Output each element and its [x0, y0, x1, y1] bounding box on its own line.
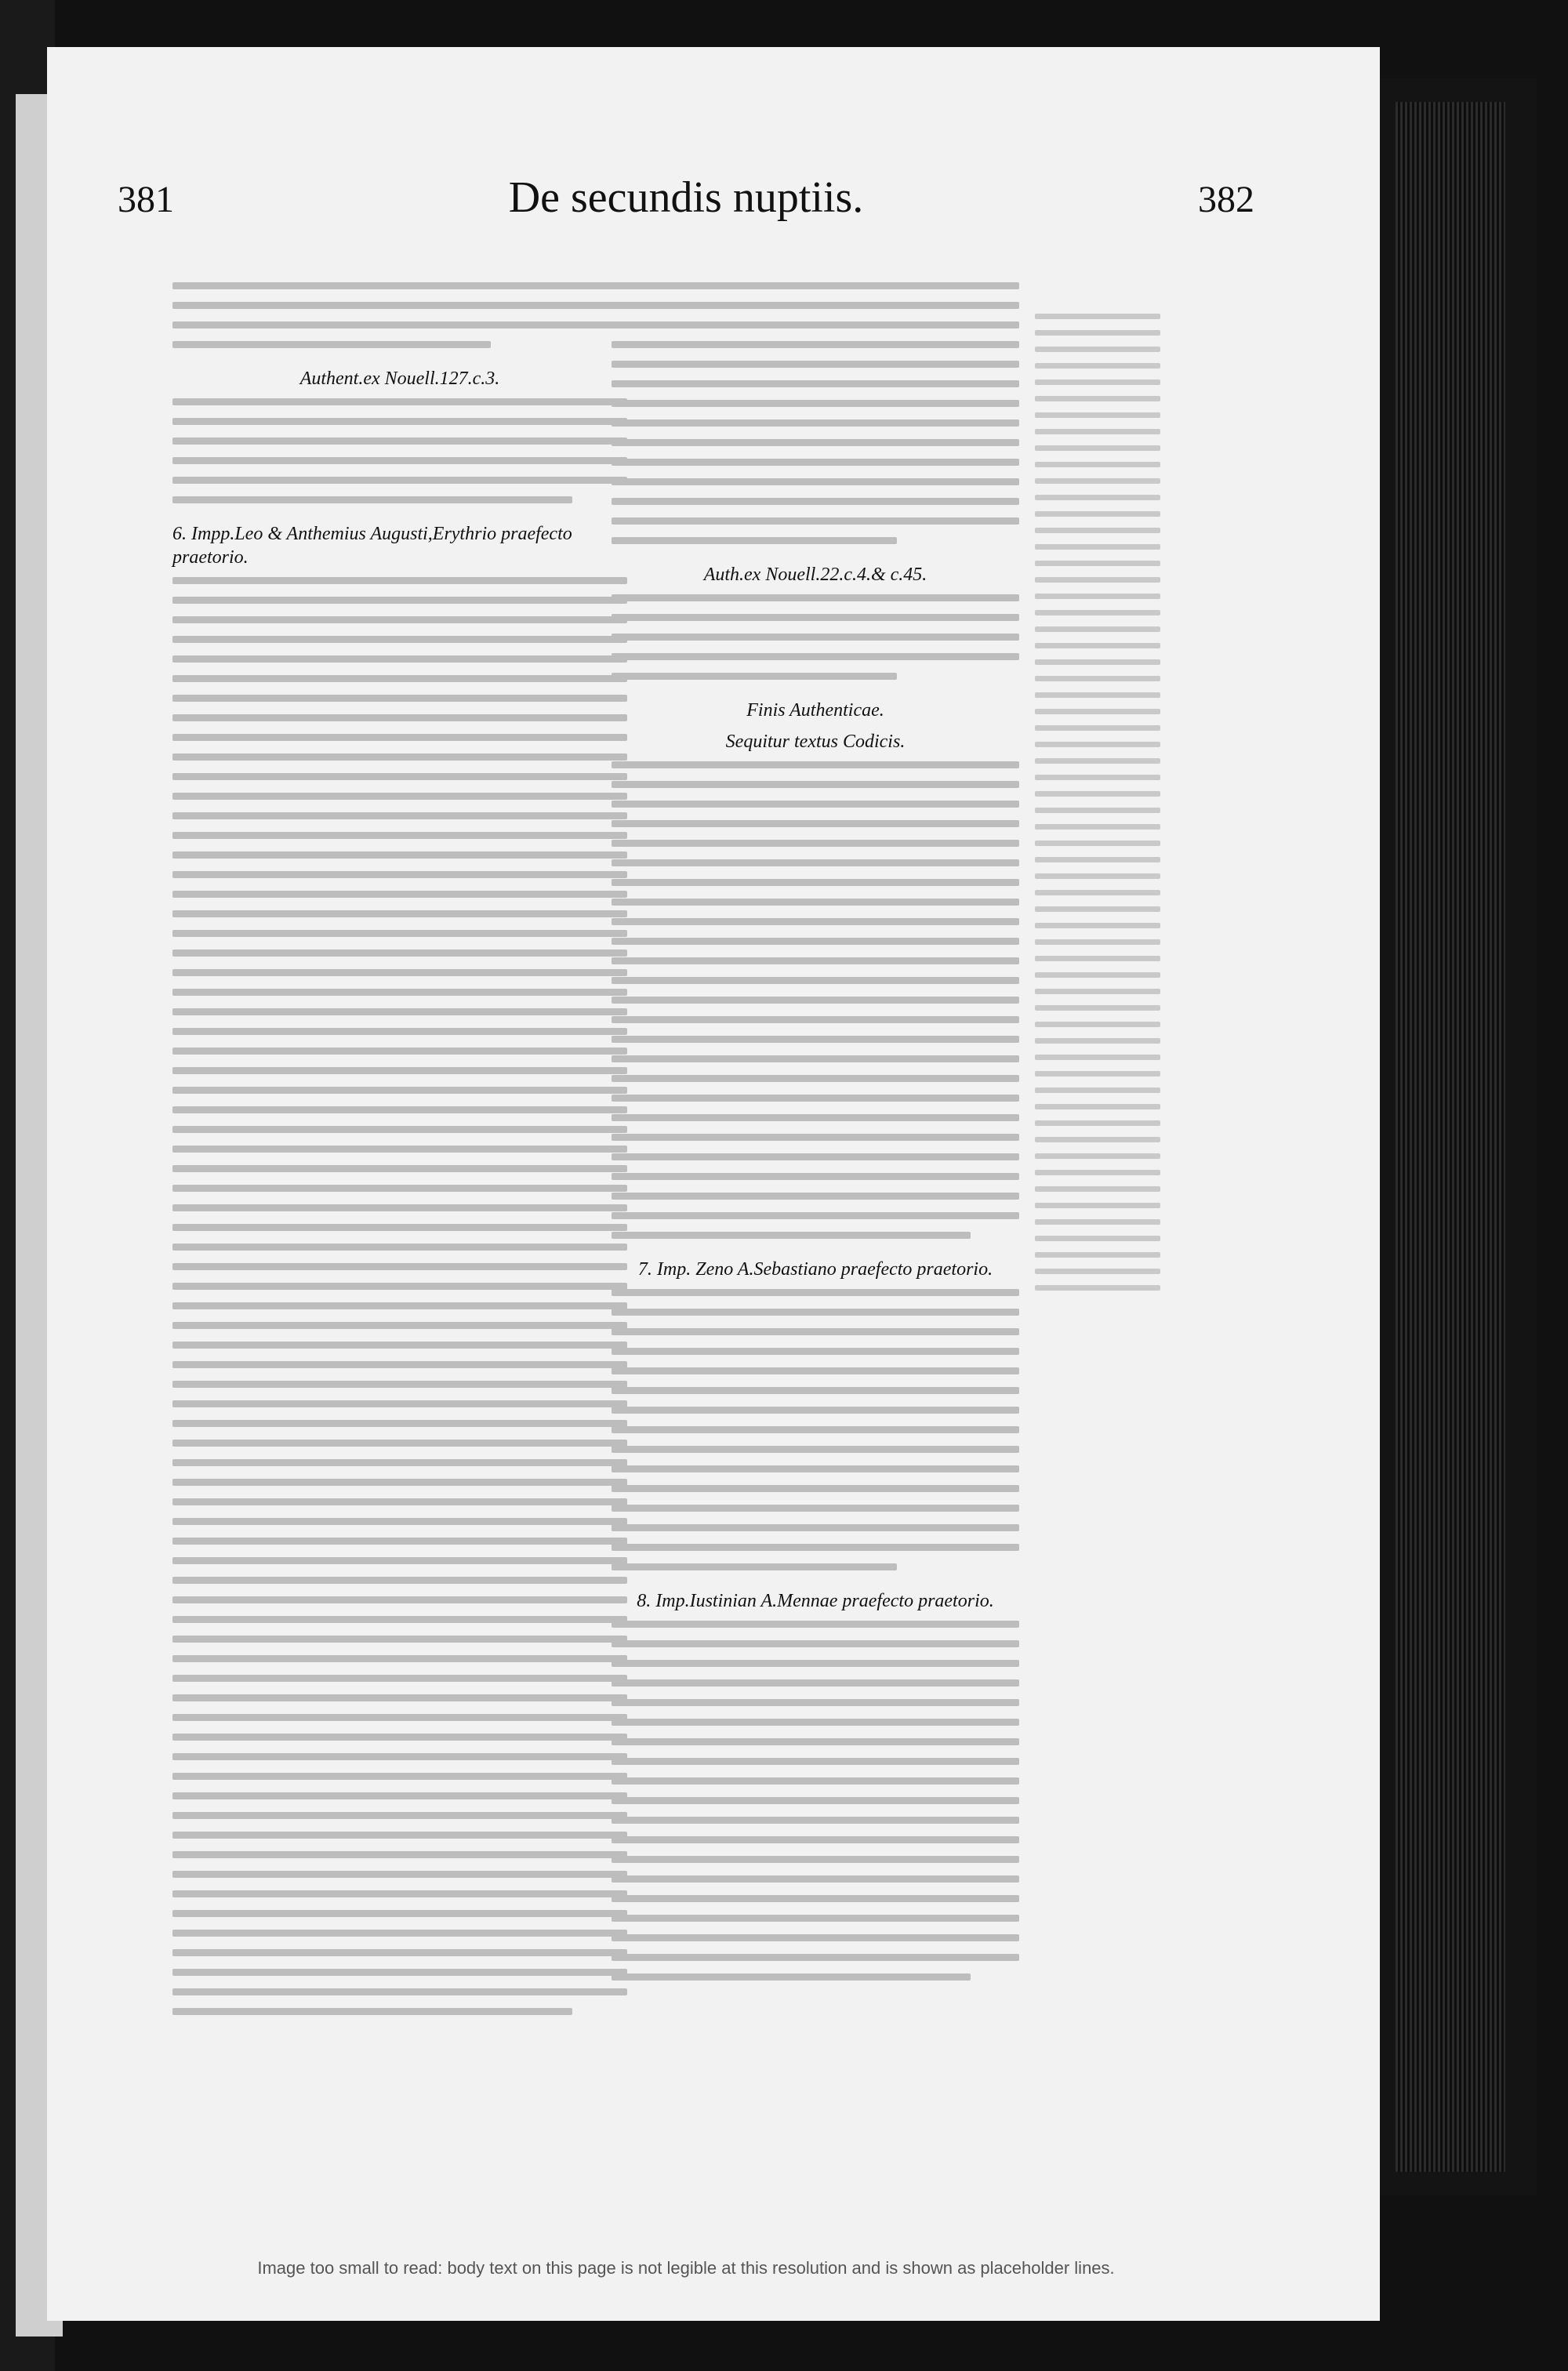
illegible-text-block [172, 398, 627, 503]
section-heading: 8. Imp.Iustinian A.Mennae praefecto praetorio. [637, 1591, 994, 1611]
book-page-edges [1380, 78, 1537, 2195]
running-title: De secundis nuptiis. [508, 173, 864, 222]
main-text-column [612, 282, 1019, 2242]
section-heading: Sequitur textus Codicis. [725, 732, 906, 752]
section-heading: Authent.ex Nouell.127.c.3. [299, 369, 500, 389]
section-heading: Finis Authenticae. [746, 700, 884, 721]
margin-notes-column [1035, 314, 1160, 2235]
illegible-text-block [612, 761, 1019, 1239]
legibility-notice: Image too small to read: body text on this page is not legible at this resolution and is shown as placeholder lines. [257, 2258, 1115, 2278]
illegible-text-block [612, 594, 1019, 680]
illegible-text-block [612, 282, 1019, 544]
illegible-text-block [172, 282, 627, 348]
section-heading: 7. Imp. Zeno A.Sebastiano praefecto praetorio. [637, 1259, 993, 1280]
illegible-text-block [172, 577, 627, 2015]
illegible-margin-notes [1035, 314, 1160, 1291]
page-header [118, 172, 1254, 267]
section-heading: 6. Impp.Leo & Anthemius Augusti,Erythrio praefecto praetorio. [172, 524, 572, 568]
illegible-text-block [612, 1621, 1019, 1981]
section-heading: Auth.ex Nouell.22.c.4.& c.45. [703, 565, 927, 585]
left-page-number: 381 [118, 179, 174, 220]
illegible-text-block [612, 1289, 1019, 1570]
right-page-number: 382 [1198, 179, 1254, 220]
left-text-column [172, 282, 627, 2242]
